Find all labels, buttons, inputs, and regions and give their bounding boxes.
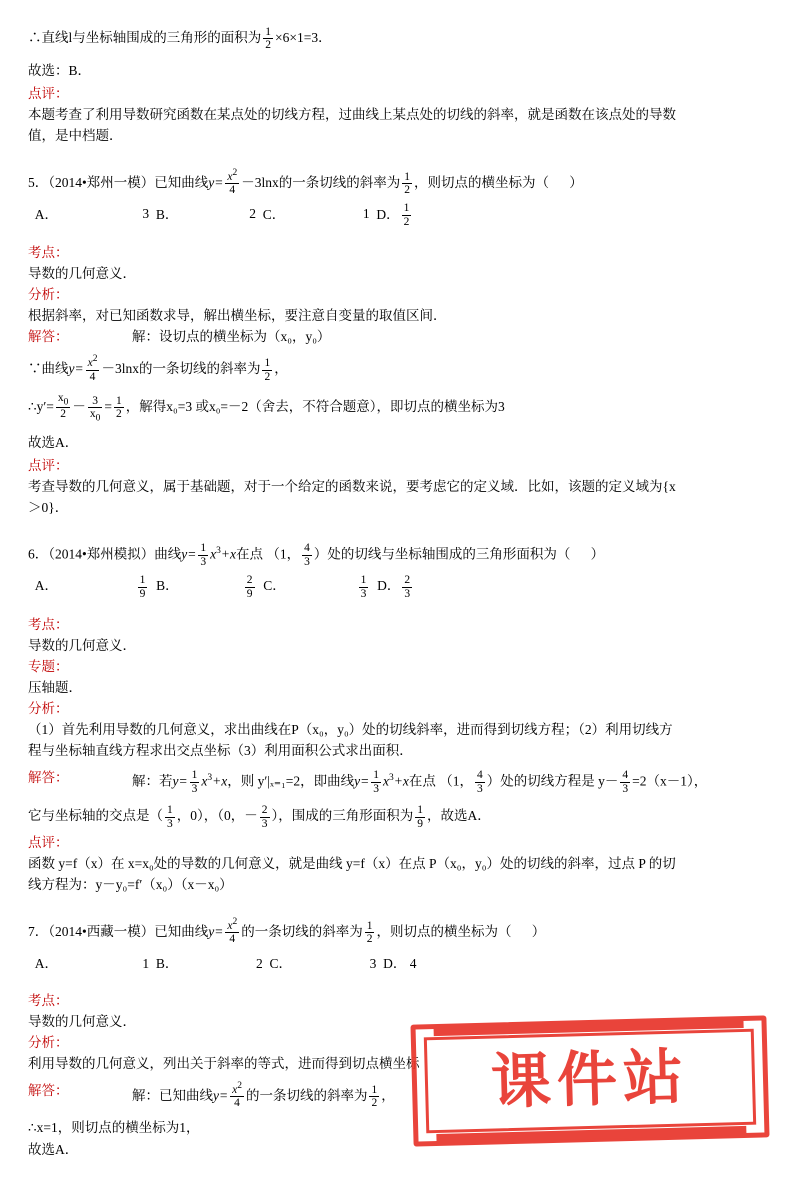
fraction-x2-over-4: $\frac{x^2}{4}$	[227, 917, 238, 946]
row-text: 导数的几何意义．	[28, 266, 136, 282]
option-c[interactable]: C．	[263, 578, 286, 594]
fraction-four-thirds: $\frac{4}{3}$	[622, 769, 629, 795]
fraction-two-ninths: $\frac{2}{9}$	[246, 574, 253, 600]
fraction-two-thirds: $\frac{2}{3}$	[404, 574, 411, 600]
option-d[interactable]: D．	[376, 206, 400, 222]
row-text: 根据斜率，对已知函数求导，解出横坐标，要注意自变量的取值区间．	[28, 308, 447, 324]
option-c-value: 1	[362, 206, 370, 222]
fraction-half: $\frac{1}{2}$	[116, 395, 122, 421]
row-text: 导数的几何意义．	[28, 1013, 136, 1029]
q5-jieda-row	[28, 326, 772, 347]
fraction-half: $\frac{1}{2}$	[404, 170, 410, 197]
option-c[interactable]: C．	[262, 206, 286, 222]
q6-kaodian-row	[28, 614, 772, 656]
fraction-one-third: $\frac{1}{3}$	[373, 769, 379, 795]
question-6-number: 6．（2014•郑州模拟）	[28, 546, 155, 562]
fraction-one-third: $\frac{1}{3}$	[167, 804, 173, 830]
row-text: 压轴题．	[28, 680, 82, 696]
top-conclusion-line	[28, 26, 772, 52]
option-b[interactable]: B．	[155, 955, 179, 971]
q6-fenxi-row	[28, 698, 772, 761]
question-7-stem: 7．（2014•西藏一模）已知曲线y= $\frac{x^2}{4}$ 的一条切线的斜率为 $\frac{1}{2}$ ，则切点的横坐标为（ ）	[28, 917, 546, 946]
fraction-x2-over-4: $\frac{x^2}{4}$	[87, 354, 98, 383]
comment-label: 点评：	[28, 458, 69, 473]
top-comment-row	[28, 83, 772, 146]
top-answer-line: 故选：B．	[28, 62, 92, 78]
fraction-3-over-x0: $\frac{3}{x_0}$	[89, 395, 101, 424]
fraction-half: $\frac{1}{2}$	[371, 1083, 378, 1109]
option-c[interactable]: C．	[269, 955, 293, 971]
option-d[interactable]: D．	[383, 955, 407, 971]
fraction-half: $\frac{1}{2}$	[264, 357, 271, 383]
option-d-value: 4	[409, 955, 417, 971]
comment-label: 点评：	[28, 835, 69, 851]
question-6-options	[28, 574, 772, 600]
q5-answer-line: 故选A．	[28, 435, 79, 450]
q5-comment-row	[28, 455, 772, 518]
option-b-value: 2	[256, 955, 263, 971]
fraction-one-third: $\frac{1}{3}$	[200, 542, 207, 568]
q7-solve-line2: ∴x=1，则切点的横坐标为1，	[28, 1120, 200, 1136]
option-b-value: 2	[249, 206, 257, 222]
fraction-one-ninth: $\frac{1}{9}$	[417, 804, 423, 830]
question-6-stem: 6．（2014•郑州模拟）曲线y= $\frac{1}{3}$ $x^3+x$在点 （1， $\frac{4}{3}$ ）处的切线与坐标轴围成的三角形面积为（ ）	[28, 542, 605, 568]
q5-solve-line3: ∴y′= $\frac{x_0}{2}$ － $\frac{3}{x_0}$ = $\frac{1}{2}$ ，解得x₀=3 或x₀=－2（舍去，不符合题意），即切点的横坐标为3	[28, 391, 505, 424]
option-a[interactable]: A．	[34, 955, 58, 971]
row-label: 分析：	[28, 287, 69, 303]
top-conclusion-suffix: ×6×1=3．	[275, 30, 332, 46]
option-b[interactable]: B．	[155, 206, 179, 222]
fraction-half: $\frac{1}{2}$	[265, 26, 272, 52]
row-text: 利用导数的几何意义，列出关于斜率的等式，进而得到切点横坐标	[28, 1055, 420, 1071]
row-text: 导数的几何意义．	[28, 638, 136, 654]
row-label: 专题：	[28, 659, 69, 675]
fraction-four-thirds: $\frac{4}{3}$	[304, 542, 310, 568]
row-label: 分析：	[28, 1034, 69, 1050]
q6-comment-row	[28, 832, 772, 895]
option-a[interactable]: A．	[34, 206, 58, 222]
fraction-two-thirds: $\frac{2}{3}$	[261, 804, 268, 830]
fraction-x2-over-4: $\frac{x^2}{4}$	[232, 1080, 242, 1109]
question-7-options	[28, 952, 772, 976]
fraction-four-thirds: $\frac{4}{3}$	[476, 769, 483, 795]
row-text: 解：设切点的横坐标为（x₀，y₀）	[132, 329, 331, 345]
option-b[interactable]: B．	[156, 578, 179, 594]
question-5-options	[28, 202, 772, 228]
watermark-text: 课件站	[490, 1043, 690, 1116]
fraction-one-third: $\frac{1}{3}$	[360, 574, 367, 600]
comment-text: 考查导数的几何意义，属于基础题，对于一个给定的函数来说，要考虑它的定义域．比如，该题的定义域为{x＞0}．	[28, 479, 676, 515]
comment-label: 点评：	[28, 85, 69, 101]
question-7-number: 7．（2014•西藏一模）	[28, 923, 155, 939]
option-c-value: 3	[369, 955, 377, 971]
question-5-stem: 5．（2014•郑州一模）已知曲线y= $\frac{x^2}{4}$ －3lnx的一条切线的斜率为 $\frac{1}{2}$ ，则切点的横坐标为（ ）	[28, 167, 583, 197]
q6-jieda-row: 解答： 解：若y= $\frac{1}{3}$ $x^3+x$，则 y′|ₓ₌₁=2，即曲线y= $\frac{1}{3}$ $x^3+x$在点 （1， $\frac{4}{3}$ ）处的切线方程是 y－ $\frac{4}{3}$ =2（x－1），	[28, 769, 708, 795]
row-label: 解答：	[28, 770, 69, 786]
q6-zhuanti-row	[28, 656, 772, 698]
fraction-x0-over-2: $\frac{x_0}{2}$	[57, 391, 69, 421]
option-a-value: 3	[142, 206, 150, 222]
watermark-stamp	[410, 1015, 769, 1146]
row-label: 考点：	[28, 617, 69, 633]
comment-text: 本题考查了利用导数研究函数在某点处的切线方程，过曲线上某点处的切线的斜率，就是函数在该点处的导数值，是中档题．	[28, 106, 676, 143]
fraction-half: $\frac{1}{2}$	[366, 919, 373, 946]
q7-answer-line: 故选A．	[28, 1142, 79, 1158]
top-conclusion-prefix: ∴直线l与坐标轴围成的三角形的面积为	[28, 30, 262, 46]
comment-text: 函数 y=f（x）在 x=x₀处的导数的几何意义，就是曲线 y=f（x）在点 P（x₀，y₀）处的切线的斜率，过点 P 的切线方程为：y－y₀=f′（x₀）（x－x₀）	[28, 856, 676, 893]
option-a-value: 1	[142, 955, 150, 971]
row-label: 考点：	[28, 992, 69, 1008]
row-text: （1）首先利用导数的几何意义，求出曲线在P（x₀，y₀）处的切线斜率，进而得到切线方程；（2）利用切线方程与坐标轴直线方程求出交点坐标（3）利用面积公式求出面积．	[28, 722, 673, 759]
row-label: 解答：	[28, 1082, 69, 1098]
row-label: 解答：	[28, 329, 69, 345]
fraction-one-third: $\frac{1}{3}$	[191, 769, 198, 795]
q5-kaodian-row	[28, 242, 772, 284]
row-label: 分析：	[28, 701, 69, 717]
row-label: 考点：	[28, 245, 69, 261]
q7-jieda-row: 解答： 解：已知曲线y= $\frac{x^2}{4}$ 的一条切线的斜率为 $\frac{1}{2}$ ，	[28, 1080, 395, 1109]
question-5-number: 5．（2014•郑州一模）	[28, 174, 155, 190]
q5-solve-line2: ∵曲线y= $\frac{x^2}{4}$ －3lnx的一条切线的斜率为 $\frac{1}{2}$ ，	[28, 354, 288, 383]
fraction-half: $\frac{1}{2}$	[403, 202, 410, 228]
fraction-x2-over-4: $\frac{x^2}{4}$	[227, 167, 238, 197]
fraction-one-ninth: $\frac{1}{9}$	[139, 574, 146, 600]
q6-solve-line2: 它与坐标轴的交点是（ $\frac{1}{3}$ ，0），（0，－ $\frac{2}{3}$ ），围成的三角形面积为 $\frac{1}{9}$ ，故选A．	[28, 804, 491, 830]
option-d[interactable]: D．	[377, 578, 401, 594]
q5-fenxi-row	[28, 284, 772, 326]
option-a[interactable]: A．	[34, 578, 58, 594]
